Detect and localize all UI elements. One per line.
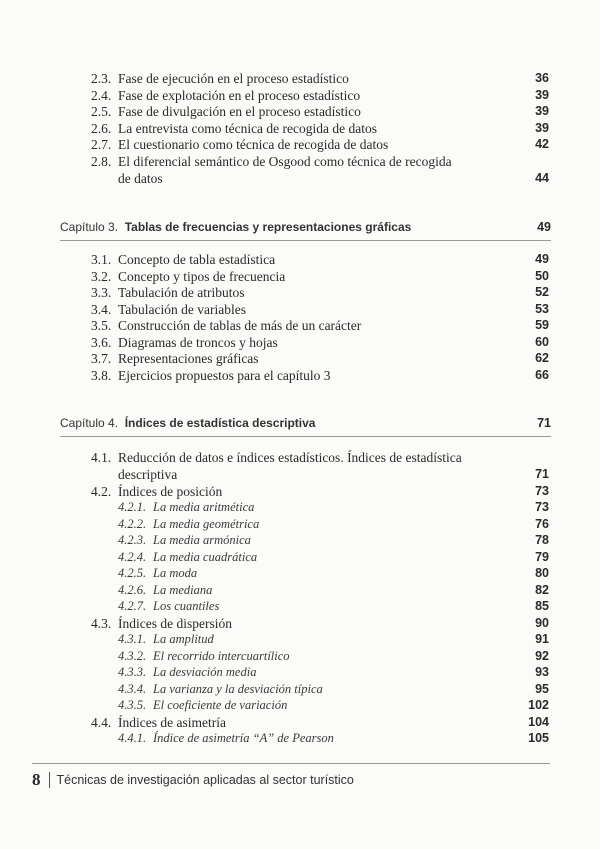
entry-page: 76 — [535, 517, 549, 531]
entry-page: 78 — [535, 533, 549, 547]
entry-title: Fase de ejecución en el proceso estadístico — [118, 71, 349, 86]
entry-number: 4.1. — [91, 450, 112, 465]
entry-title: El cuestionario como técnica de recogida de datos — [118, 137, 389, 152]
entry-page: 59 — [535, 318, 549, 332]
entry-title: Fase de explotación en el proceso estadístico — [118, 88, 361, 103]
toc-entry — [0, 449, 600, 466]
toc-entry — [0, 251, 600, 268]
toc-subentry — [0, 631, 600, 648]
entry-page: 39 — [535, 88, 549, 102]
entry-title: Concepto de tabla estadística — [118, 252, 276, 267]
entry-number: 4.2. — [91, 484, 112, 499]
entry-number: 4.2.5. — [118, 566, 147, 580]
entry-page: 82 — [535, 583, 549, 597]
entry-number: 4.3.1. — [118, 632, 147, 646]
entry-page: 95 — [535, 682, 549, 696]
toc-entry — [0, 268, 600, 285]
entry-page: 42 — [535, 137, 549, 151]
entry-title: La media geométrica — [153, 517, 260, 531]
entry-title: Tabulación de atributos — [118, 285, 245, 300]
chapter-label: Capítulo 3. — [60, 220, 119, 234]
entry-title: La desviación media — [153, 665, 257, 679]
entry-number: 3.8. — [91, 368, 112, 383]
chapter-heading — [60, 218, 551, 241]
entry-number: 2.8. — [91, 154, 112, 169]
entry-page: 102 — [528, 698, 549, 712]
entry-title: La media cuadrática — [153, 550, 258, 564]
entry-number: 4.3.2. — [118, 649, 147, 663]
toc-subentry — [0, 730, 600, 747]
entry-page: 73 — [535, 500, 549, 514]
entry-page: 53 — [535, 302, 549, 316]
entry-title: La amplitud — [153, 632, 214, 646]
entry-title: La varianza y la desviación típica — [153, 682, 323, 696]
entry-title: El diferencial semántico de Osgood como técnica de recogida — [118, 154, 452, 169]
footer-divider — [32, 763, 550, 764]
entry-number: 4.3.3. — [118, 665, 147, 679]
entry-number: 4.4. — [91, 715, 112, 730]
entry-number: 4.2.6. — [118, 583, 147, 597]
footer-separator — [49, 772, 50, 788]
entry-title: Ejercicios propuestos para el capítulo 3 — [118, 368, 331, 383]
toc-entry-continuation — [0, 466, 600, 483]
toc-entry — [0, 317, 600, 334]
entry-page: 60 — [535, 335, 549, 349]
entry-page: 44 — [535, 171, 549, 185]
entry-page: 73 — [535, 484, 549, 498]
toc-subentry — [0, 681, 600, 698]
entry-title-continuation: de datos — [118, 171, 163, 186]
entry-page: 52 — [535, 285, 549, 299]
toc-entry — [0, 136, 600, 153]
entry-page: 36 — [535, 71, 549, 85]
chapter-page: 49 — [537, 220, 551, 234]
entry-page: 91 — [535, 632, 549, 646]
entry-title: Índice de asimetría “A” de Pearson — [153, 731, 334, 745]
entry-title: Tabulación de variables — [118, 302, 246, 317]
toc-entry — [0, 367, 600, 384]
entry-page: 71 — [535, 467, 549, 481]
entry-title: El coeficiente de variación — [153, 698, 288, 712]
entry-number: 4.2.4. — [118, 550, 147, 564]
entry-title: La media aritmética — [153, 500, 255, 514]
entry-title: La media armónica — [153, 533, 251, 547]
entry-page: 92 — [535, 649, 549, 663]
entry-number: 3.6. — [91, 335, 112, 350]
entry-title: Diagramas de troncos y hojas — [118, 335, 278, 350]
entry-page: 50 — [535, 269, 549, 283]
chapter-title: Índices de estadística descriptiva — [124, 416, 316, 430]
entry-number: 4.3.4. — [118, 682, 147, 696]
entry-number: 4.2.1. — [118, 500, 147, 514]
entry-page: 79 — [535, 550, 549, 564]
entry-page: 105 — [528, 731, 549, 745]
entry-page: 104 — [528, 715, 549, 729]
entry-number: 2.4. — [91, 88, 112, 103]
entry-title-continuation: descriptiva — [118, 467, 178, 482]
entry-number: 2.7. — [91, 137, 112, 152]
chapter-label: Capítulo 4. — [60, 416, 119, 430]
entry-title: Concepto y tipos de frecuencia — [118, 269, 286, 284]
chapter-heading — [60, 414, 551, 437]
toc-entry — [0, 301, 600, 318]
entry-page: 80 — [535, 566, 549, 580]
toc-subentry — [0, 499, 600, 516]
toc-entry — [0, 714, 600, 731]
toc-subentry — [0, 697, 600, 714]
entry-number: 4.2.3. — [118, 533, 147, 547]
entry-number: 3.4. — [91, 302, 112, 317]
entry-title: Representaciones gráficas — [118, 351, 259, 366]
toc-entry — [0, 615, 600, 632]
toc-entry — [0, 70, 600, 87]
chapter-page: 71 — [537, 416, 551, 430]
toc-subentry — [0, 532, 600, 549]
entry-number: 2.5. — [91, 104, 112, 119]
entry-title: La entrevista como técnica de recogida de datos — [118, 121, 378, 136]
toc-entry — [0, 103, 600, 120]
entry-number: 3.1. — [91, 252, 112, 267]
entry-number: 3.3. — [91, 285, 112, 300]
toc-entry — [0, 334, 600, 351]
entry-page: 93 — [535, 665, 549, 679]
toc-entry — [0, 350, 600, 367]
entry-number: 4.4.1. — [118, 731, 147, 745]
entry-page: 49 — [535, 252, 549, 266]
entry-page: 62 — [535, 351, 549, 365]
entry-title: La mediana — [153, 583, 213, 597]
entry-page: 90 — [535, 616, 549, 630]
entry-page: 39 — [535, 104, 549, 118]
toc-subentry — [0, 648, 600, 665]
entry-number: 3.7. — [91, 351, 112, 366]
entry-number: 3.5. — [91, 318, 112, 333]
entry-title: Reducción de datos e índices estadísticos. Índices de estadística — [118, 450, 462, 465]
chapter-title-line — [60, 416, 315, 430]
entry-page: 85 — [535, 599, 549, 613]
entry-title: Índices de asimetría — [118, 715, 226, 730]
book-title: Técnicas de investigación aplicadas al sector turístico — [56, 773, 354, 787]
toc-entry-continuation — [0, 170, 600, 187]
entry-title: La moda — [153, 566, 198, 580]
toc-subentry — [0, 598, 600, 615]
chapter-title-line — [60, 220, 411, 234]
entry-page: 39 — [535, 121, 549, 135]
toc-entry — [0, 87, 600, 104]
entry-number: 2.6. — [91, 121, 112, 136]
entry-title: Los cuantiles — [153, 599, 220, 613]
chapter-title: Tablas de frecuencias y representaciones gráficas — [124, 220, 412, 234]
entry-number: 4.3. — [91, 616, 112, 631]
entry-title: Fase de divulgación en el proceso estadístico — [118, 104, 361, 119]
toc-subentry — [0, 664, 600, 681]
toc-subentry — [0, 582, 600, 599]
entry-title: El recorrido intercuartílico — [153, 649, 290, 663]
entry-page: 66 — [535, 368, 549, 382]
toc-entry — [0, 284, 600, 301]
toc-entry — [0, 483, 600, 500]
toc-subentry — [0, 549, 600, 566]
entry-number: 4.3.5. — [118, 698, 147, 712]
entry-title: Índices de posición — [118, 484, 223, 499]
page-number: 8 — [32, 770, 41, 789]
entry-title: Construcción de tablas de más de un carácter — [118, 318, 362, 333]
toc-subentry — [0, 516, 600, 533]
entry-number: 4.2.2. — [118, 517, 147, 531]
toc-subentry — [0, 565, 600, 582]
entry-number: 3.2. — [91, 269, 112, 284]
toc-entry — [0, 120, 600, 137]
entry-title: Índices de dispersión — [118, 616, 232, 631]
toc-entry — [0, 153, 600, 170]
entry-number: 2.3. — [91, 71, 112, 86]
entry-number: 4.2.7. — [118, 599, 147, 613]
page-footer — [32, 770, 354, 790]
